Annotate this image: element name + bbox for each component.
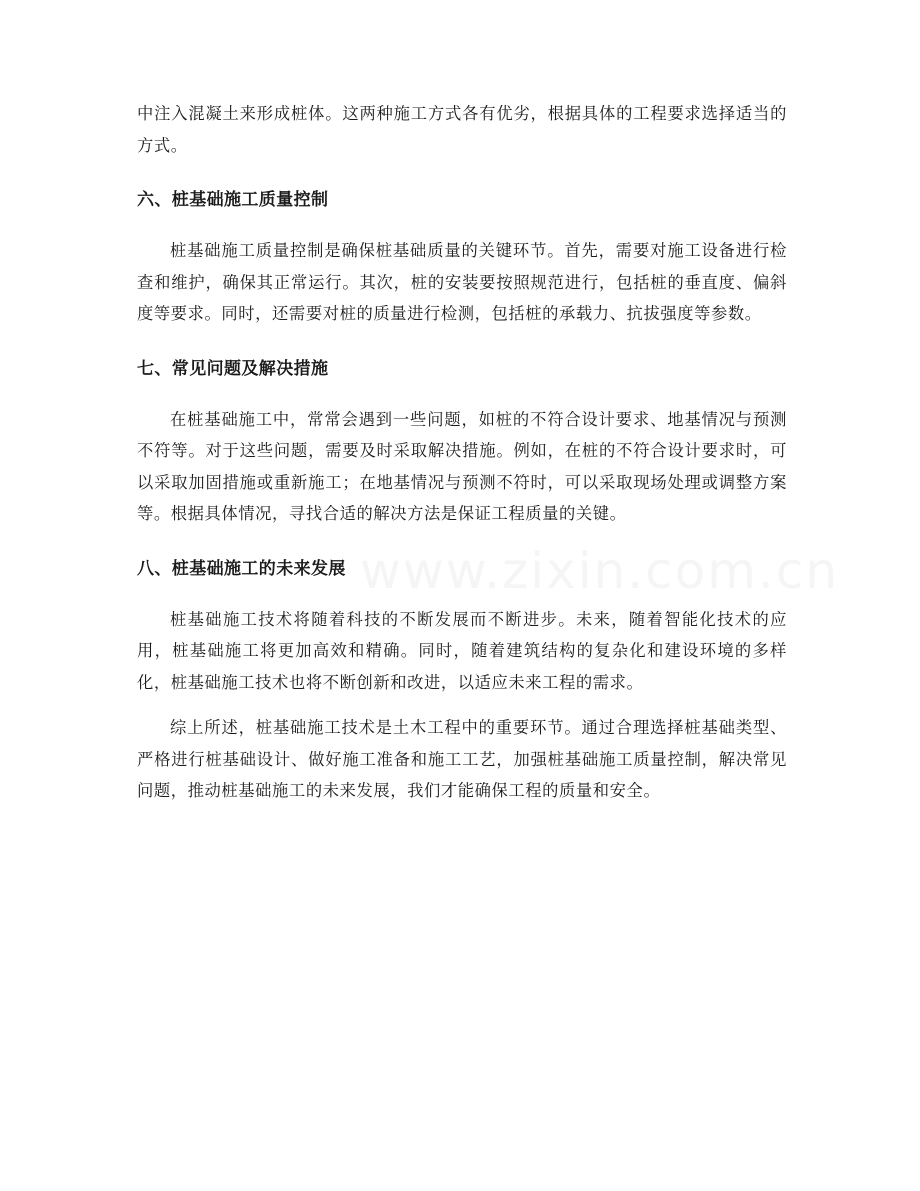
- section-heading-8: 八、桩基础施工的未来发展: [137, 558, 346, 579]
- intro-continuation-paragraph: 中注入混凝土来形成桩体。这两种施工方式各有优劣，根据具体的工程要求选择适当的方式。: [137, 104, 787, 155]
- watermark-text: www.zixin.com.cn: [360, 542, 840, 600]
- section-heading-7: 七、常见问题及解决措施: [137, 358, 329, 379]
- section-6-paragraph-1: 桩基础施工质量控制是确保桩基础质量的关键环节。首先，需要对施工设备进行检查和维护，确保其正常运行。其次，桩的安装要按照规范进行，包括桩的垂直度、偏斜度等要求。同时，还需要对桩的质量进行检测，包括桩的承载力、抗拔强度等参数。: [137, 241, 787, 323]
- section-7-paragraph-1: 在桩基础施工中，常常会遇到一些问题，如桩的不符合设计要求、地基情况与预测不符等。对于这些问题，需要及时采取解决措施。例如，在桩的不符合设计要求时，可以采取加固措施或重新施工；在地基情况与预测不符时，可以采取现场处理或调整方案等。根据具体情况，寻找合适的解决方法是保证工程质量的关键。: [137, 409, 787, 523]
- section-heading-6: 六、桩基础施工质量控制: [137, 190, 329, 210]
- document-body: [137, 98, 787, 807]
- conclusion-paragraph: 综上所述，桩基础施工技术是土木工程中的重要环节。通过合理选择桩基础类型、严格进行桩基础设计、做好施工准备和施工工艺，加强桩基础施工质量控制，解决常见问题，推动桩基础施工的未来发展，我们才能确保工程的质量和安全。: [137, 718, 787, 800]
- section-8-paragraph-1: 桩基础施工技术将随着科技的不断发展而不断进步。未来，随着智能化技术的应用，桩基础施工将更加高效和精确。同时，随着建筑结构的复杂化和建设环境的多样化，桩基础施工技术也将不断创新和改进，以适应未来工程的需求。: [137, 609, 787, 692]
